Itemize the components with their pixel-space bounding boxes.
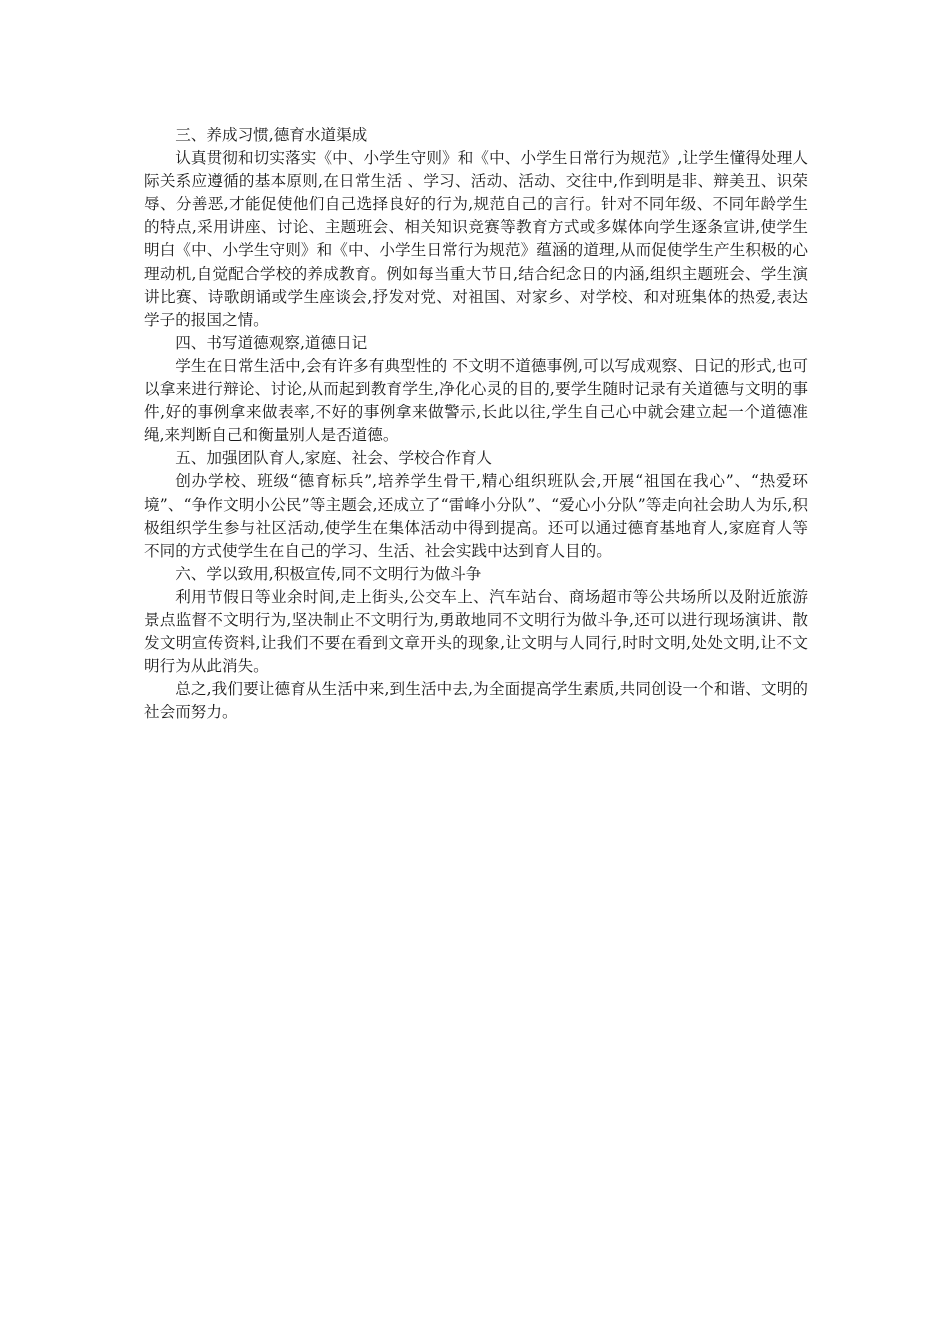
section-heading-4: 四、书写道德观察,道德日记 [175, 333, 368, 352]
section-body-3: 认真贯彻和切实落实《中、小学生守则》和《中、小学生日常行为规范》,让学生懂得处理人际关系应遵循的基本原则,在日常生活 、学习、活动、活动、交往中,作到明是非、辩美丑、识荣辱、分善恶,才能促使他们自己选择良好的行为,规范自己的言行。针对不同年级、不同年龄学生的特点,采用讲座、讨论、主题班会、相关知识竞赛等教育方式或多媒体向学生逐条宣讲,使学生明白《中、小学生守则》和《中、小学生日常行为规范》蕴涵的道理,从而促使学生产生积极的心理动机,自觉配合学校的养成教育。例如每当重大节日,结合纪念日的内涵,组织主题班会、学生演讲比赛、诗歌朗诵或学生座谈会,抒发对党、对祖国、对家乡、对学校、和对班集体的热爱,表达学子的报国之情。 [144, 149, 808, 329]
section-body-6: 利用节假日等业余时间,走上街头,公交车上、汽车站台、商场超市等公共场所以及附近旅游景点监督不文明行为,坚决制止不文明行为,勇敢地同不文明行为做斗争,还可以进行现场演讲、散发文明宣传资料,让我们不要在看到文章开头的现象,让文明与人同行,时时文明,处处文明,让不文明行为从此消失。 [144, 587, 808, 676]
section-heading-6: 六、学以致用,积极宣传,同不文明行为做斗争 [175, 564, 482, 583]
section-body-4: 学生在日常生活中,会有许多有典型性的 不文明不道德事例,可以写成观察、日记的形式,也可以拿来进行辩论、讨论,从而起到教育学生,净化心灵的目的,要学生随时记录有关道德与文明的事件,好的事例拿来做表率,不好的事例拿来做警示,长此以往,学生自己心中就会建立起一个道德准绳,来判断自己和衡量别人是否道德。 [144, 356, 808, 445]
document-page [144, 124, 808, 724]
conclusion-paragraph: 总之,我们要让德育从生活中来,到生活中去,为全面提高学生素质,共同创设一个和谐、文明的社会而努力。 [144, 680, 808, 722]
section-body-5: 创办学校、班级“德育标兵”,培养学生骨干,精心组织班队会,开展“祖国在我心”、“热爱环境”、“争作文明小公民”等主题会,还成立了“雷峰小分队”、“爱心小分队”等走向社会助人为乐,积极组织学生参与社区活动,使学生在集体活动中得到提高。还可以通过德育基地育人,家庭育人等不同的方式使学生在自己的学习、生活、社会实践中达到育人目的。 [144, 472, 808, 560]
section-heading-3: 三、养成习惯,德育水道渠成 [175, 126, 368, 144]
section-heading-5: 五、加强团队育人,家庭、社会、学校合作育人 [175, 449, 493, 468]
